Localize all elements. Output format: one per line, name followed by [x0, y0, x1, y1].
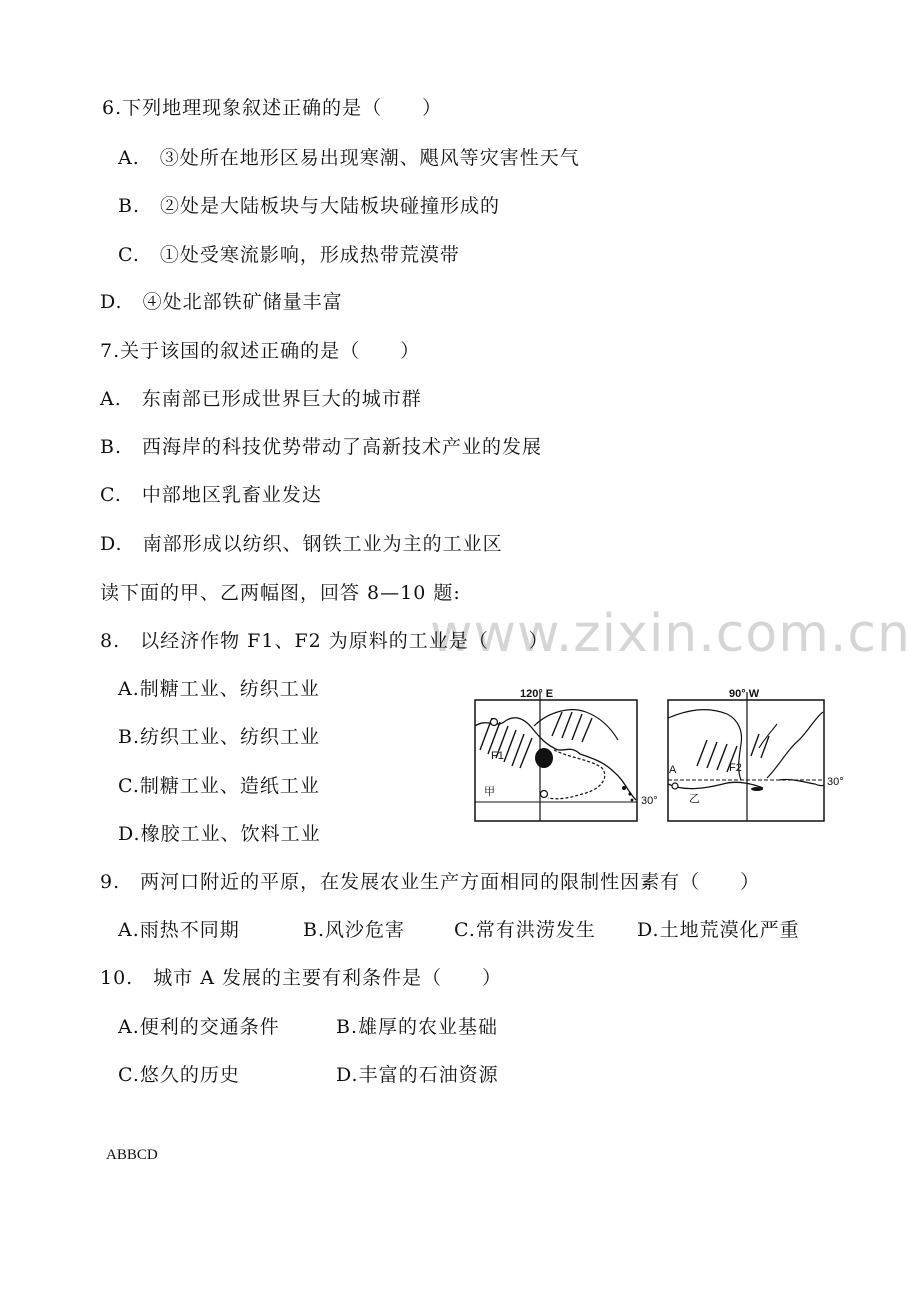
map-yi-longitude: 90° W	[729, 688, 760, 700]
q6-option-b: B. ②处是大陆板块与大陆板块碰撞形成的	[118, 195, 501, 217]
map-jia-latitude: 30°	[641, 795, 658, 807]
map-yi-latitude: 30°	[827, 776, 844, 788]
q8-option-d: D.橡胶工业、饮料工业	[118, 823, 321, 845]
map-yi-name: 乙	[689, 793, 700, 805]
q8-stem: 8. 以经济作物 F1、F2 为原料的工业是（ ）	[100, 630, 549, 652]
answer-key: ABBCD	[106, 1147, 158, 1163]
q10-option-b: B.雄厚的农业基础	[336, 1016, 499, 1038]
q8-option-c: C.制糖工业、造纸工业	[118, 775, 320, 797]
q8-option-b: B.纺织工业、纺织工业	[118, 726, 321, 748]
q6-option-c: C. ①处受寒流影响，形成热带荒漠带	[118, 244, 460, 266]
map-jia-longitude: 120° E	[520, 688, 554, 700]
q10-option-d: D.丰富的石油资源	[336, 1064, 499, 1086]
map-jia-name: 甲	[484, 786, 495, 798]
q9-option-c: C.常有洪涝发生	[454, 919, 596, 941]
q7-option-a: A. 东南部已形成世界巨大的城市群	[100, 388, 422, 410]
q10-stem: 10. 城市 A 发展的主要有利条件是（ ）	[100, 967, 503, 989]
reading-intro: 读下面的甲、乙两幅图，回答 8—10 题:	[100, 582, 461, 604]
q9-option-d: D.土地荒漠化严重	[637, 919, 800, 941]
map-jia	[474, 688, 666, 826]
map-jia-crop-label: F1	[491, 750, 504, 762]
q10-option-c: C.悠久的历史	[118, 1064, 240, 1086]
q7-option-d: D. 南部形成以纺织、钢铁工业为主的工业区	[100, 533, 503, 555]
watermark: www.zixin.com.cn	[430, 604, 911, 664]
q7-option-c: C. 中部地区乳畜业发达	[100, 484, 322, 506]
q6-stem: 6.下列地理现象叙述正确的是（ ）	[102, 97, 443, 119]
map-yi	[667, 688, 857, 826]
q7-stem: 7.关于该国的叙述正确的是（ ）	[100, 340, 421, 362]
q6-option-d: D. ④处北部铁矿储量丰富	[100, 291, 343, 313]
q9-stem: 9. 两河口附近的平原，在发展农业生产方面相同的限制性因素有（ ）	[100, 871, 761, 893]
q10-option-a: A.便利的交通条件	[118, 1016, 280, 1038]
q9-option-b: B.风沙危害	[303, 919, 406, 941]
q8-option-a: A.制糖工业、纺织工业	[118, 678, 320, 700]
q9-option-a: A.雨热不同期	[118, 919, 240, 941]
map-yi-crop-label: F2	[729, 762, 742, 774]
q7-option-b: B. 西海岸的科技优势带动了高新技术产业的发展	[100, 436, 543, 458]
q6-option-a: A. ③处所在地形区易出现寒潮、飓风等灾害性天气	[118, 147, 580, 169]
map-yi-city-label: A	[669, 764, 677, 776]
